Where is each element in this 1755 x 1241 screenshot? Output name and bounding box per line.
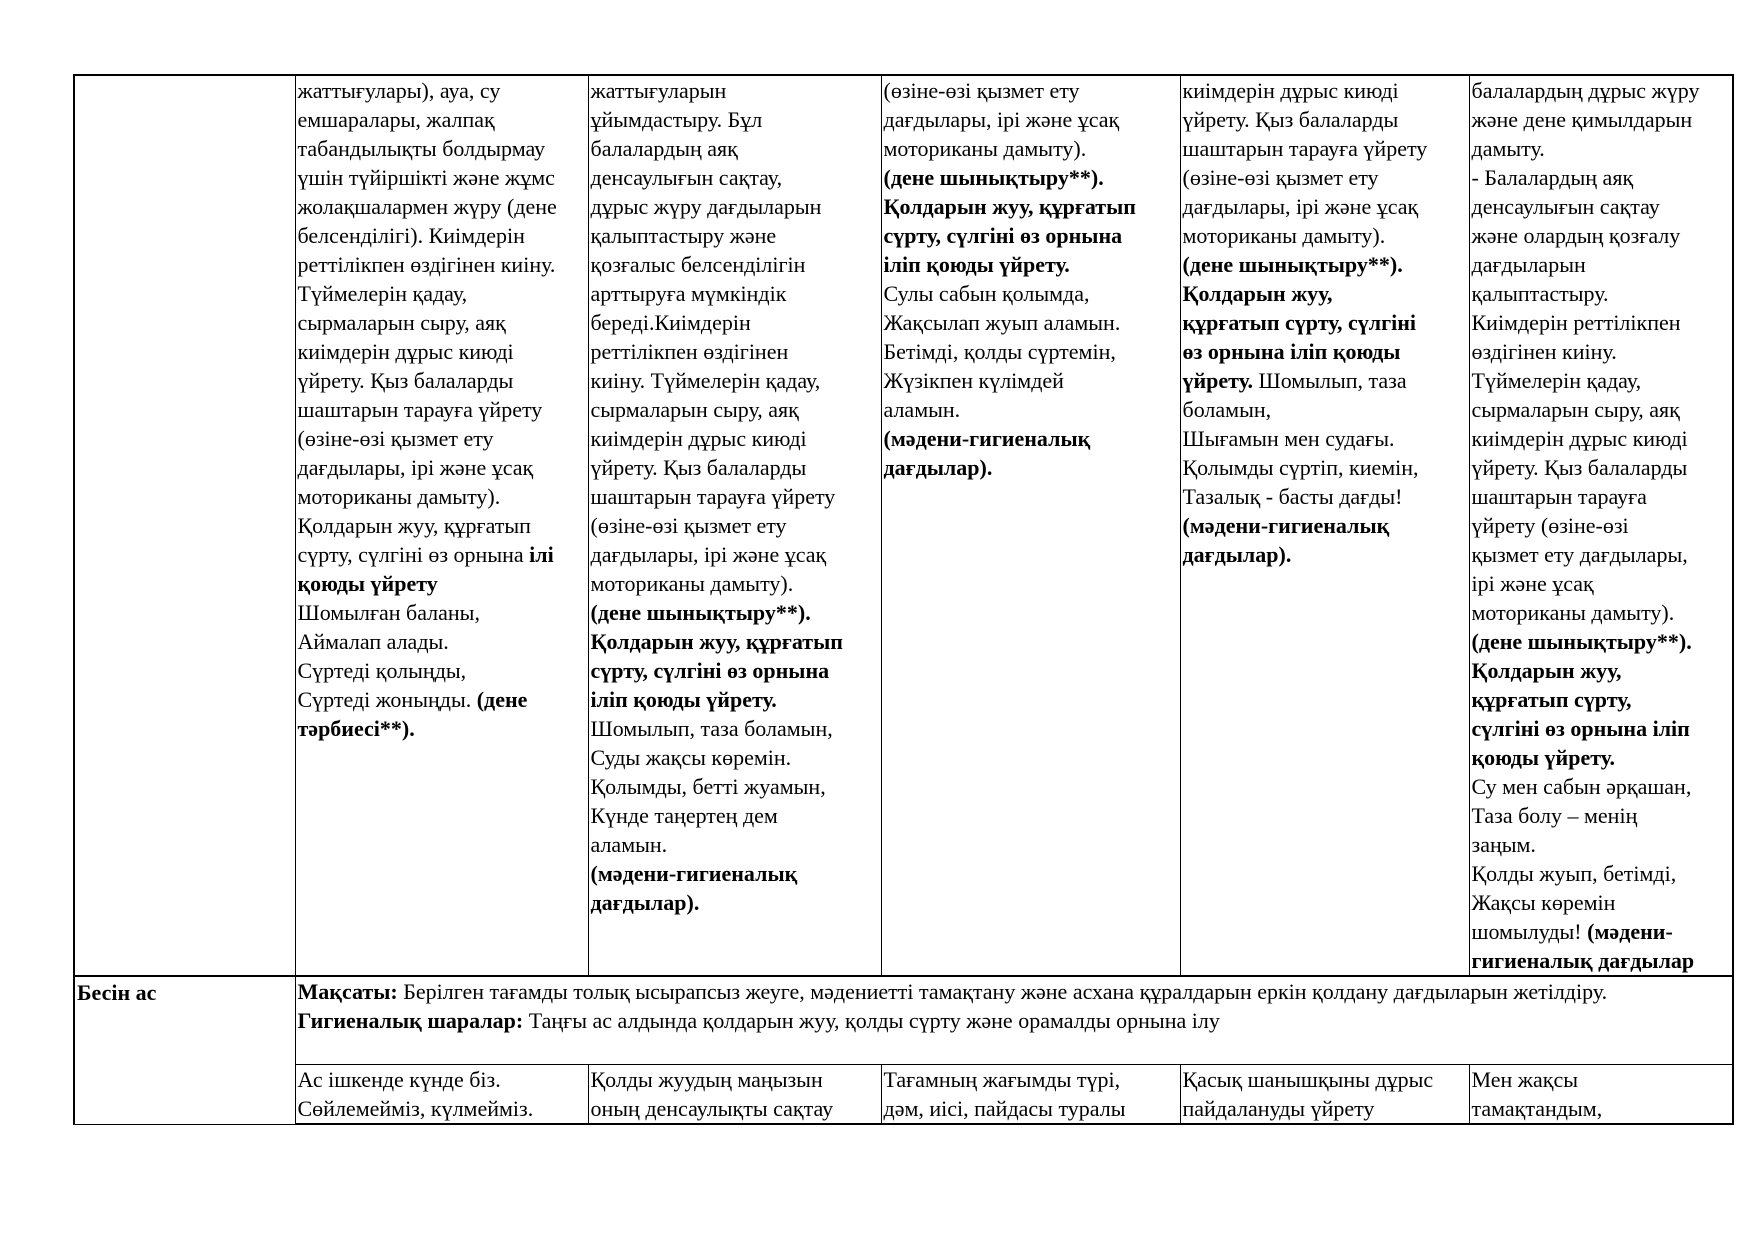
text-line: [1183, 395, 1469, 424]
text-run: Сүртеді қолыңды,: [297, 658, 467, 683]
text-line: [298, 511, 588, 540]
snack-cell-2: [588, 1064, 881, 1124]
day-cell-4: [1180, 75, 1469, 976]
text-line: [1183, 192, 1469, 221]
text-line: [1183, 366, 1469, 395]
text-run: шаштарын тарауға үйрету: [297, 397, 543, 422]
text-run: өздігінен киіну.: [1471, 339, 1617, 364]
text-run: денсаулығын сақтау: [1471, 194, 1660, 219]
text-line: [298, 337, 588, 366]
text-run: оның денсаулықты сақтау: [590, 1095, 834, 1121]
snack-cell-5: [1469, 1064, 1733, 1124]
text-line: [884, 308, 1180, 337]
text-line: [591, 192, 881, 221]
text-run: Шығамын мен судағы.: [1182, 426, 1395, 451]
text-line: [1183, 453, 1469, 482]
text-run: балалардың дұрыс жүру: [1471, 78, 1700, 103]
text-line: [1472, 163, 1733, 192]
text-line: [1472, 627, 1733, 656]
text-line: [884, 76, 1180, 105]
text-run: (өзіне-өзі қызмет ету: [1182, 165, 1379, 190]
text-run: арттыруға мүмкіндік: [590, 281, 787, 306]
text-run: Қолымды, бетті жуамын,: [590, 774, 826, 799]
text-run: үйрету (өзіне-өзі: [1471, 513, 1629, 538]
text-run: шаштарын тарауға үйрету: [590, 484, 836, 509]
table-row-afternoon-snack-goal: [74, 976, 1733, 1064]
text-line: [591, 105, 881, 134]
text-line: [1472, 192, 1733, 221]
text-run: сырмаларын сыру, аяқ: [590, 397, 799, 422]
text-run: балалардың аяқ: [590, 136, 738, 161]
text-run: қозғалыс белсенділігін: [590, 252, 806, 277]
text-run: жаттығуларын: [590, 78, 727, 103]
text-line: [1472, 714, 1733, 743]
text-run: белсенділігі). Киімдерін: [297, 223, 525, 248]
text-line: [1472, 308, 1733, 337]
day-cell-5: [1469, 75, 1733, 976]
text-line: [298, 395, 588, 424]
text-line: [884, 453, 1180, 482]
text-line: [591, 569, 881, 598]
text-line: [298, 424, 588, 453]
text-run: Қолды жуудың маңызын: [590, 1066, 823, 1092]
text-run: Түймелерін қадау,: [1471, 368, 1642, 393]
text-line: [1472, 453, 1733, 482]
text-line: [1472, 917, 1733, 946]
text-line: [591, 134, 881, 163]
text-run: Күнде таңертең дем: [590, 803, 778, 828]
hygiene-label: Гигиеналық шаралар:: [297, 1008, 524, 1033]
hygiene-text: Таңғы ас алдында қолдарын жуу, қолды сүрту және орамалды орнына ілу: [523, 1008, 1220, 1033]
text-line: [298, 685, 588, 714]
text-run: құрғатып сүрту, сүлгіні: [1182, 310, 1417, 335]
text-line: [591, 395, 881, 424]
text-run: және олардың қозғалу: [1471, 223, 1681, 248]
text-run: моториканы дамыту).: [1182, 223, 1386, 248]
text-line: [1183, 134, 1469, 163]
text-run: Жүзікпен күлімдей: [883, 368, 1064, 393]
text-run: боламын,: [1182, 397, 1272, 422]
text-run: Түймелерін қадау,: [297, 281, 468, 306]
text-line: [298, 1094, 588, 1123]
text-run: Ас ішкенде күнде біз.: [297, 1066, 501, 1092]
text-line: [298, 192, 588, 221]
text-run: шомылуды!: [1471, 919, 1588, 944]
text-line: [1183, 337, 1469, 366]
text-run: дағдылар).: [883, 455, 993, 480]
text-line: [591, 76, 881, 105]
text-run: моториканы дамыту).: [883, 136, 1087, 161]
text-line: [298, 134, 588, 163]
text-run: жаттығулары), ауа, су: [297, 78, 501, 103]
text-line: [298, 453, 588, 482]
text-line: [591, 685, 881, 714]
text-line: [1472, 482, 1733, 511]
text-run: өз орнына іліп қоюды: [1182, 339, 1401, 364]
text-line: [298, 569, 588, 598]
goal-cell: [295, 976, 1733, 1064]
text-run: үйрету. Қыз балаларды: [1471, 455, 1688, 480]
text-line: [1183, 424, 1469, 453]
text-run: қоюды үйрету.: [1471, 745, 1616, 770]
text-run: қалыптастыру.: [1471, 281, 1609, 306]
text-line: [591, 221, 881, 250]
text-run: денсаулығын сақтау,: [590, 165, 783, 190]
text-line: [1472, 830, 1733, 859]
text-run: киіну. Түймелерін қадау,: [590, 368, 821, 393]
text-line: [298, 76, 588, 105]
text-run: береді.Киімдерін: [590, 310, 751, 335]
text-run: дағдылары, ірі және ұсақ: [297, 455, 534, 480]
text-run: тамақтандым,: [1471, 1095, 1603, 1121]
text-line: [591, 859, 881, 888]
text-run: аламын.: [590, 832, 668, 857]
text-run: Шомылып, таза боламын,: [590, 716, 833, 741]
text-line: [1183, 105, 1469, 134]
text-line: [884, 134, 1180, 163]
text-run: Киімдерін реттілікпен: [1471, 310, 1681, 335]
day-cell-2: [588, 75, 881, 976]
text-run: киімдерін дұрыс киюді: [297, 339, 514, 364]
text-run: шаштарын тарауға: [1471, 484, 1647, 509]
text-run: дамыту.: [1471, 136, 1545, 161]
text-run: сүлгіні өз орнына іліп: [1471, 716, 1690, 741]
text-run: дағдылары, ірі және ұсақ: [883, 107, 1120, 132]
text-line: [1472, 250, 1733, 279]
text-line: [591, 743, 881, 772]
text-run: Тазалық - басты дағды!: [1182, 484, 1403, 509]
text-line: [1183, 482, 1469, 511]
text-run: сүрту, сүлгіні өз орнына: [297, 542, 530, 567]
text-run: және дене қимылдарын: [1471, 107, 1693, 132]
text-line: [1472, 772, 1733, 801]
text-line: [591, 888, 881, 917]
text-line: [591, 627, 881, 656]
text-run: табандылықты болдырмау: [297, 136, 546, 161]
text-run: Жақсы көремін: [1471, 890, 1616, 915]
text-line: [1472, 105, 1733, 134]
text-line: [591, 279, 881, 308]
text-line: [1472, 656, 1733, 685]
text-run: сүрту, сүлгіні өз орнына: [590, 658, 830, 683]
text-run: Сөйлемейміз, күлмейміз.: [297, 1095, 534, 1121]
text-line: [298, 714, 588, 743]
text-line: [591, 540, 881, 569]
text-run: Бетімді, қолды сүртемін,: [883, 339, 1116, 364]
text-run: Сулы сабын қолымда,: [883, 281, 1090, 306]
text-run: пайдалануды үйрету: [1182, 1095, 1375, 1121]
text-line: [884, 163, 1180, 192]
text-run: қоюды үйрету: [297, 571, 438, 596]
goal-label: Мақсаты:: [297, 979, 398, 1004]
text-run: реттілікпен өздігінен: [590, 339, 789, 364]
text-run: аламын.: [883, 397, 961, 422]
text-run: іліп қоюды үйрету.: [883, 252, 1070, 277]
text-run: дағдыларын: [1471, 252, 1586, 277]
text-line: [591, 337, 881, 366]
day-cell-3: [881, 75, 1180, 976]
text-line: [591, 424, 881, 453]
text-line: [298, 540, 588, 569]
text-line: [298, 163, 588, 192]
table-row-activity: [74, 75, 1733, 976]
text-line: [1472, 1094, 1733, 1123]
text-run: (дене шынықтыру**).: [883, 165, 1104, 190]
text-run: Суды жақсы көремін.: [590, 745, 792, 770]
text-run: реттілікпен өздігінен киіну.: [297, 252, 556, 277]
text-run: (мәдени-гигиеналық: [883, 426, 1091, 451]
text-line: [298, 482, 588, 511]
text-line: [1183, 76, 1469, 105]
text-run: сырмаларын сыру, аяқ: [1471, 397, 1680, 422]
text-run: гигиеналық дағдылар: [1471, 948, 1695, 973]
text-run: дәм, иісі, пайдасы туралы: [883, 1095, 1126, 1121]
text-line: [1472, 598, 1733, 627]
snack-cell-4: [1180, 1064, 1469, 1124]
text-line: [1472, 76, 1733, 105]
text-run: (дене шынықтыру**).: [590, 600, 811, 625]
text-run: емшаралары, жалпақ: [297, 107, 495, 132]
text-run: Аймалап алады.: [297, 629, 449, 654]
text-line: [591, 772, 881, 801]
text-line: [884, 105, 1180, 134]
text-line: [591, 482, 881, 511]
text-line: [884, 221, 1180, 250]
text-run: Сүртеді жоныңды.: [297, 687, 477, 712]
text-line: [591, 250, 881, 279]
text-line: [1472, 511, 1733, 540]
text-line: [591, 801, 881, 830]
text-line: [1472, 279, 1733, 308]
text-line: [1472, 743, 1733, 772]
text-run: (өзіне-өзі қызмет ету: [590, 513, 787, 538]
text-line: [1472, 859, 1733, 888]
snack-cell-3: [881, 1064, 1180, 1124]
text-run: Таза болу – менің: [1471, 803, 1638, 828]
text-run: іліп қоюды үйрету.: [590, 687, 777, 712]
table-row-afternoon-snack: [74, 1064, 1733, 1124]
text-run: (дене: [476, 687, 528, 712]
text-line: [298, 308, 588, 337]
text-line: [298, 627, 588, 656]
text-line: [1472, 946, 1733, 975]
text-run: - Балалардың аяқ: [1471, 165, 1634, 190]
text-line: [591, 453, 881, 482]
text-line: [1472, 221, 1733, 250]
text-run: Шомылған баланы,: [297, 600, 480, 625]
text-run: (мәдени-гигиеналық: [590, 861, 798, 886]
text-run: Тағамның жағымды түрі,: [883, 1066, 1121, 1092]
text-line: [1183, 511, 1469, 540]
text-line: [298, 279, 588, 308]
text-line: [298, 250, 588, 279]
text-line: [591, 308, 881, 337]
text-line: [591, 830, 881, 859]
text-run: Қасық шанышқыны дұрыс: [1182, 1066, 1434, 1092]
text-line: [298, 366, 588, 395]
text-run: киімдерін дұрыс киюді: [590, 426, 807, 451]
text-run: Шомылып, таза: [1253, 368, 1407, 393]
text-run: ілі: [529, 542, 554, 567]
text-run: Қолдарын жуу,: [1471, 658, 1622, 683]
text-line: [591, 656, 881, 685]
text-line: [1472, 540, 1733, 569]
text-run: дағдылар).: [590, 890, 700, 915]
text-run: киімдерін дұрыс киюді: [1471, 426, 1688, 451]
text-run: Қолды жуып, бетімді,: [1471, 861, 1677, 886]
text-run: шаштарын тарауға үйрету: [1182, 136, 1428, 161]
text-line: [884, 424, 1180, 453]
text-line: [298, 221, 588, 250]
text-line: [1183, 1065, 1469, 1094]
text-run: дұрыс жүру дағдыларын: [590, 194, 822, 219]
text-line: [884, 337, 1180, 366]
text-line: [298, 656, 588, 685]
text-run: моториканы дамыту).: [590, 571, 794, 596]
text-run: моториканы дамыту).: [1471, 600, 1675, 625]
row-label-cell: [74, 75, 295, 976]
text-line: [591, 163, 881, 192]
text-run: қалыптастыру және: [590, 223, 777, 248]
goal-paragraph: [298, 977, 1733, 1006]
text-run: ұйымдастыру. Бұл: [590, 107, 763, 132]
text-run: Қолдарын жуу, құрғатып: [297, 513, 531, 538]
text-run: үйрету.: [1182, 368, 1253, 393]
text-run: үйрету. Қыз балаларды: [1182, 107, 1399, 132]
text-line: [1472, 1065, 1733, 1094]
text-line: [1183, 308, 1469, 337]
text-line: [1472, 424, 1733, 453]
text-run: заңым.: [1471, 832, 1536, 857]
text-run: үйрету. Қыз балаларды: [297, 368, 514, 393]
text-run: тәрбиесі**).: [297, 716, 415, 741]
goal-text: Берілген тағамды толық ысырапсыз жеуге, мәдениетті тамақтану және асхана құралдарын еркін қолдану дағдыларын жетілдіру.: [397, 979, 1608, 1004]
text-line: [591, 1094, 881, 1123]
text-line: [1472, 685, 1733, 714]
text-run: сүрту, сүлгіні өз орнына: [883, 223, 1123, 248]
text-run: дағдылар).: [1182, 542, 1292, 567]
text-line: [1183, 279, 1469, 308]
text-line: [1472, 366, 1733, 395]
text-run: қызмет ету дағдылары,: [1471, 542, 1688, 567]
text-line: [591, 511, 881, 540]
text-line: [884, 1065, 1180, 1094]
text-run: (мәдени-: [1587, 919, 1673, 944]
text-line: [884, 366, 1180, 395]
text-line: [591, 714, 881, 743]
hygiene-paragraph: [298, 1006, 1733, 1035]
text-line: [1472, 801, 1733, 830]
text-run: дағдылары, ірі және ұсақ: [590, 542, 827, 567]
text-run: жолақшалармен жүру (дене: [297, 194, 557, 219]
text-line: [1183, 1094, 1469, 1123]
text-line: [1472, 134, 1733, 163]
text-line: [884, 192, 1180, 221]
text-line: [1472, 888, 1733, 917]
text-run: Жақсылап жуып аламын.: [883, 310, 1121, 335]
text-line: [1472, 337, 1733, 366]
text-line: [884, 1094, 1180, 1123]
text-line: [1183, 540, 1469, 569]
text-line: [1183, 250, 1469, 279]
text-run: сырмаларын сыру, аяқ: [297, 310, 506, 335]
text-run: Қолдарын жуу, құрғатып: [883, 194, 1136, 219]
text-run: Қолдарын жуу,: [1182, 281, 1333, 306]
text-run: Қолдарын жуу, құрғатып: [590, 629, 843, 654]
text-line: [884, 250, 1180, 279]
text-run: үшін түйіршікті және жұмс: [297, 165, 555, 190]
text-line: [591, 1065, 881, 1094]
text-run: киімдерін дұрыс киюді: [1182, 78, 1399, 103]
text-run: Қолымды сүртіп, киемін,: [1182, 455, 1419, 480]
text-run: моториканы дамыту).: [297, 484, 501, 509]
text-line: [298, 1065, 588, 1094]
text-run: (дене шынықтыру**).: [1182, 252, 1403, 277]
text-line: [591, 366, 881, 395]
text-run: дағдылары, ірі және ұсақ: [1182, 194, 1419, 219]
text-run: (өзіне-өзі қызмет ету: [297, 426, 494, 451]
text-run: (дене шынықтыру**).: [1471, 629, 1692, 654]
text-line: [1183, 221, 1469, 250]
row-label-afternoon-snack: Бесін ас: [74, 976, 295, 1124]
text-run: үйрету. Қыз балаларды: [590, 455, 807, 480]
text-line: [1183, 163, 1469, 192]
text-line: [591, 598, 881, 627]
text-line: [884, 279, 1180, 308]
text-line: [1472, 395, 1733, 424]
snack-cell-1: [295, 1064, 588, 1124]
text-line: [1472, 569, 1733, 598]
text-run: Мен жақсы: [1471, 1066, 1579, 1092]
text-run: құрғатып сүрту,: [1471, 687, 1632, 712]
text-line: [884, 395, 1180, 424]
text-run: ірі және ұсақ: [1471, 571, 1594, 596]
text-line: [298, 598, 588, 627]
text-run: Су мен сабын әрқашан,: [1471, 774, 1692, 799]
day-cell-1: [295, 75, 588, 976]
text-run: (мәдени-гигиеналық: [1182, 513, 1390, 538]
schedule-table: [73, 74, 1734, 1125]
text-line: [298, 105, 588, 134]
text-run: (өзіне-өзі қызмет ету: [883, 78, 1080, 103]
